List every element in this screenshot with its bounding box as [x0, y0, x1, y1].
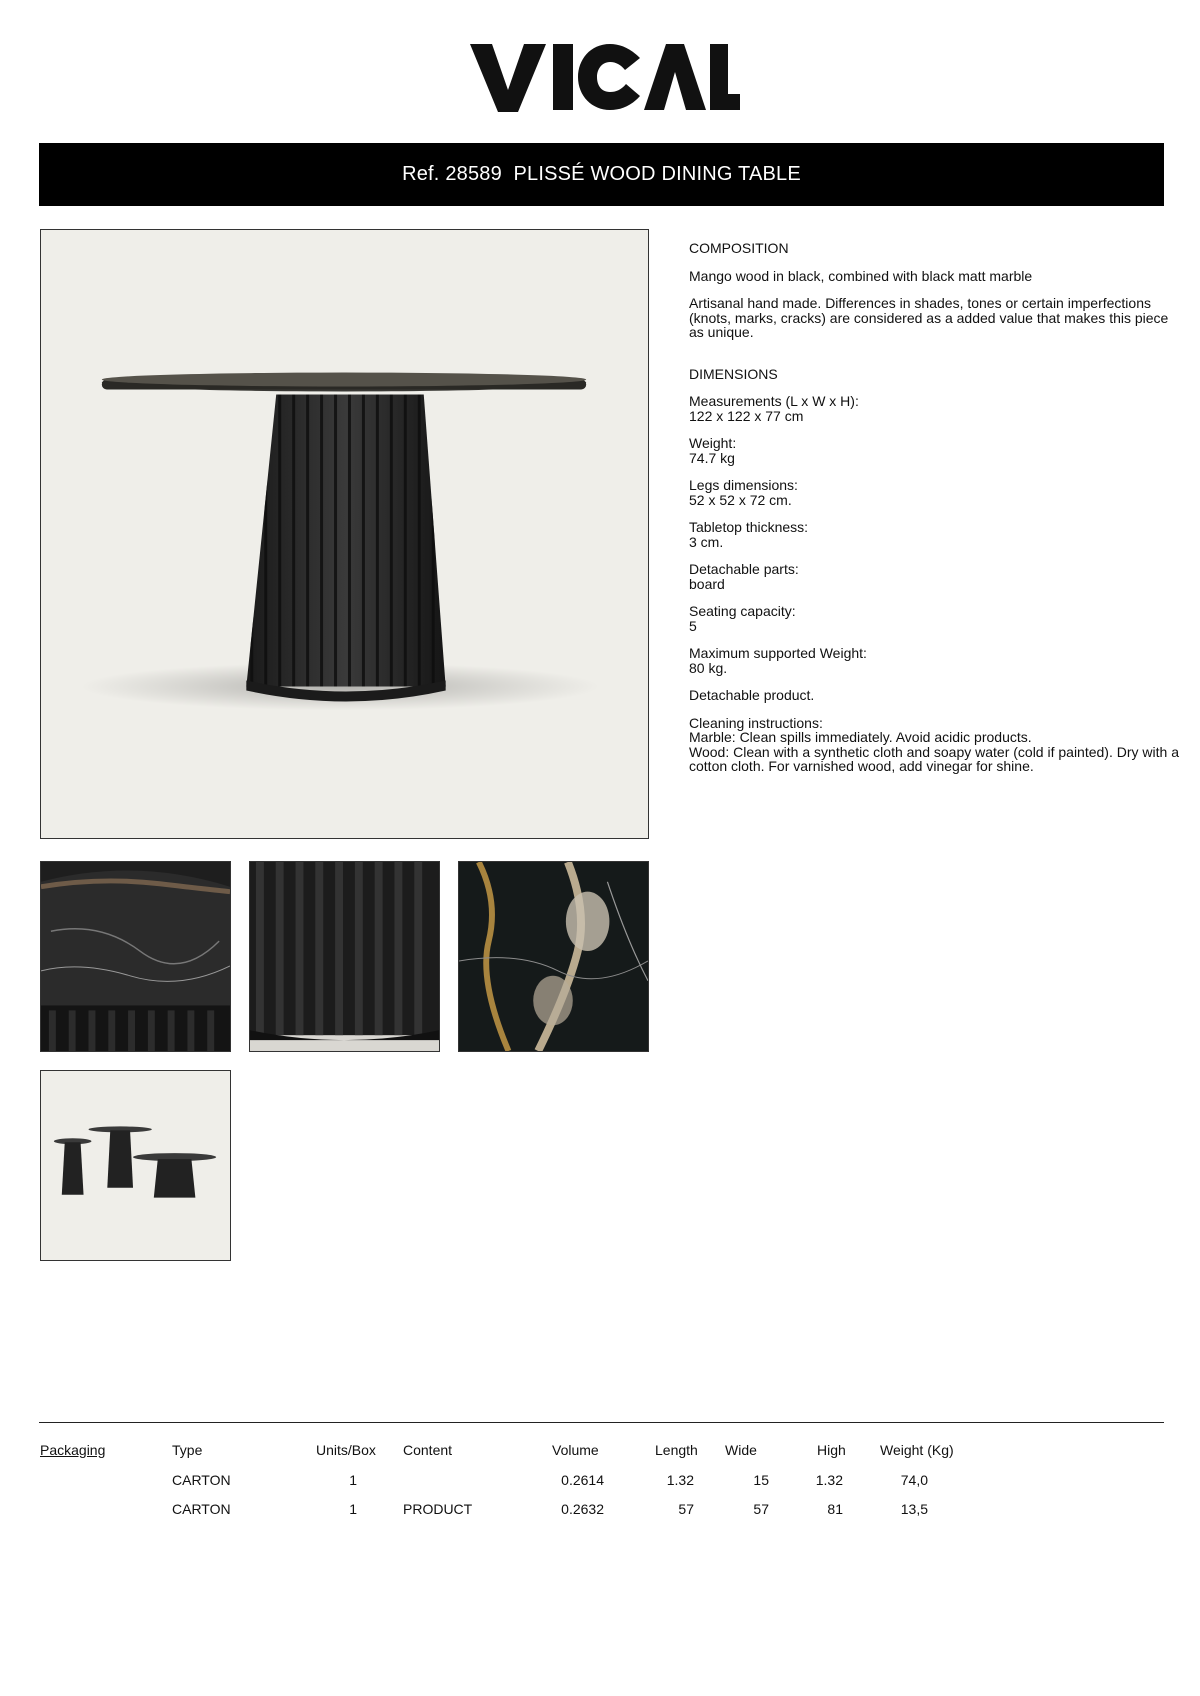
brand-logo — [470, 40, 740, 114]
spec-max-weight — [689, 646, 1179, 675]
row1-volume: 0.2614 — [561, 1472, 604, 1488]
spec-value: 80 kg. — [689, 659, 728, 676]
row2-weight: 13,5 — [900, 1501, 928, 1517]
packaging-divider — [39, 1422, 1164, 1423]
cleaning-label: Cleaning instructions: — [689, 714, 823, 731]
row2-length: 57 — [678, 1501, 694, 1517]
header-volume: Volume — [552, 1442, 599, 1458]
spec-detachable-parts — [689, 562, 1179, 591]
row2-type: CARTON — [172, 1501, 231, 1517]
table-family-illustration — [41, 1071, 230, 1260]
spec-label: Maximum supported Weight: — [689, 645, 867, 661]
row1-weight: 74,0 — [900, 1472, 928, 1488]
spec-label: Seating capacity: — [689, 603, 796, 619]
row2-volume: 0.2632 — [561, 1501, 604, 1517]
spec-weight — [689, 436, 1179, 465]
spec-seating-capacity — [689, 604, 1179, 633]
product-ref: Ref. 28589 — [402, 163, 502, 185]
dimensions-heading: DIMENSIONS — [689, 365, 778, 382]
composition-note: Artisanal hand made. Differences in shades, tones or certain imperfections (knots, marks, cracks) are considered as a added value that makes this piece as unique. — [689, 295, 1169, 340]
spec-legs-dimensions — [689, 478, 1179, 507]
marble-edge-illustration — [41, 862, 230, 1051]
fluted-base-illustration — [250, 862, 439, 1051]
spec-label: Legs dimensions: — [689, 477, 798, 493]
product-name: PLISSÉ WOOD DINING TABLE — [513, 163, 801, 185]
spec-measurements — [689, 394, 1179, 423]
spec-label: Measurements (L x W x H): — [689, 393, 859, 409]
composition-material: Mango wood in black, combined with black matt marble — [689, 267, 1033, 284]
composition-heading: COMPOSITION — [689, 240, 789, 256]
product-specifications — [689, 241, 1179, 787]
cleaning-wood: Wood: Clean with a synthetic cloth and soapy water (cold if painted). Dry with a cotton cloth. For varnished wood, add vinegar for shine. — [689, 743, 1179, 774]
spec-label: Detachable parts: — [689, 561, 799, 577]
row1-units: 1 — [349, 1472, 357, 1488]
spec-value: 52 x 52 x 72 cm. — [689, 491, 792, 508]
thumbnail-table-family[interactable] — [40, 1070, 231, 1261]
row2-wide: 57 — [753, 1501, 769, 1517]
header-high: High — [817, 1442, 846, 1458]
thumbnail-tabletop-edge[interactable] — [40, 861, 231, 1052]
spec-value: 122 x 122 x 77 cm — [689, 407, 804, 424]
row1-wide: 15 — [753, 1472, 769, 1488]
spec-value: 3 cm. — [689, 533, 724, 550]
header-length: Length — [655, 1442, 698, 1458]
product-title-bar — [39, 143, 1164, 206]
thumbnail-marble-detail[interactable] — [458, 861, 649, 1052]
row2-content: PRODUCT — [403, 1501, 473, 1517]
vical-logo-mark — [470, 40, 740, 114]
cleaning-marble: Marble: Clean spills immediately. Avoid acidic products. — [689, 729, 1032, 745]
row1-type: CARTON — [172, 1472, 231, 1488]
dining-table-illustration — [41, 230, 648, 838]
spec-tabletop-thickness — [689, 520, 1179, 549]
spec-value: board — [689, 575, 725, 592]
row2-high: 81 — [827, 1501, 843, 1517]
packaging-label: Packaging — [40, 1442, 106, 1458]
spec-label: Weight: — [689, 435, 737, 451]
header-type: Type — [172, 1442, 203, 1458]
header-wide: Wide — [725, 1442, 757, 1458]
marble-texture-illustration — [459, 862, 648, 1051]
thumbnail-fluted-base[interactable] — [249, 861, 440, 1052]
header-units-box: Units/Box — [316, 1442, 376, 1458]
spec-label: Tabletop thickness: — [689, 519, 809, 535]
row1-high: 1.32 — [815, 1472, 843, 1488]
spec-value: 74.7 kg — [689, 449, 735, 466]
row1-length: 1.32 — [666, 1472, 694, 1488]
header-weight: Weight (Kg) — [880, 1442, 954, 1458]
spec-cleaning — [689, 716, 1179, 774]
header-content: Content — [403, 1442, 453, 1458]
row2-units: 1 — [349, 1501, 357, 1517]
main-product-image[interactable] — [40, 229, 649, 839]
spec-detachable-product: Detachable product. — [689, 687, 815, 703]
spec-value: 5 — [689, 617, 697, 634]
